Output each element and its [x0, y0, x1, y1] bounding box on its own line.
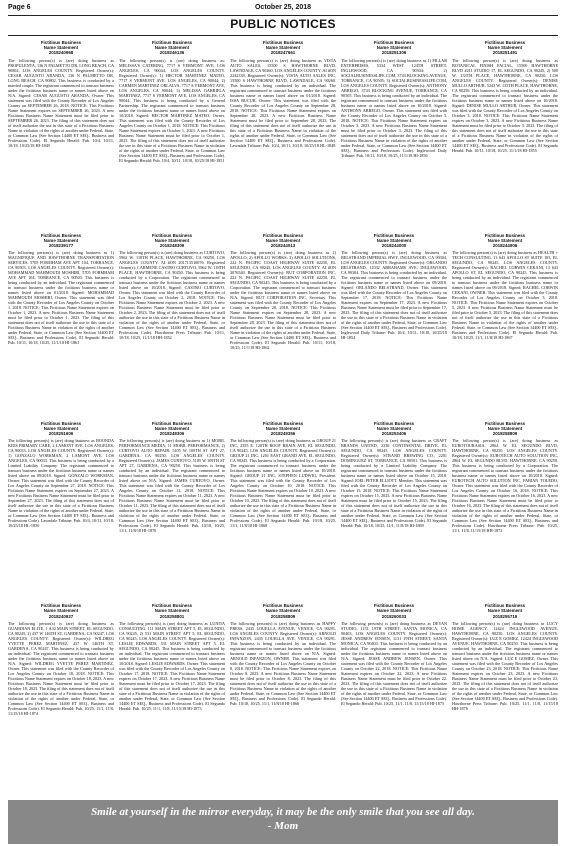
- notice-heading-line: 2018244013: [270, 243, 296, 249]
- notice-heading-line: Fictitious Business: [151, 603, 193, 609]
- title-rule: [8, 35, 558, 36]
- notice-block: [119, 421, 225, 596]
- notice-heading-line: Fictitious Business: [373, 40, 415, 45]
- quote-banner: [8, 800, 558, 844]
- notice-heading-line: Fictitious Business: [151, 40, 193, 45]
- notice-heading: [119, 421, 225, 437]
- notices-grid: [8, 40, 558, 778]
- notice-heading-line: 2018253406: [381, 430, 407, 436]
- notice-heading-line: Name Statement: [487, 425, 523, 431]
- notice-heading-line: 2018248306: [159, 430, 185, 436]
- notice-body: The following person(s) is (are) doing business as 1) MAGNIFIQUE AND HAWTHORNE TRANSPORTATION SERVICES, 5705 FORMHAM AVE APT 104, TORRANCE, CA 90503, LOS ANGELES COUNTY. Registered Owner(s): MOHAMMAD MAHMOUDI MOSHIRI, 5705 FORMHAM AVE APT 104, TORRANCE, CA 90503. This business is being conducted by an individual. The registrant commenced to transact business under the fictitious business name or names listed above on 01/2018. Signed: MOHAMMAD MAHMOUDI MOSHIRI, Owner. This statement was filed with the County Recorder of Los Angeles County on October 1, 2018. NOTICE: This Fictitious Name Statement expires on October 1, 2023. A new Fictitious Business Name Statement must be filed prior to October 1, 2023. The filing of this statement does not of itself authorize the use in this state of a Fictitious Business Name in violation of the rights of another under Federal, State, or Common Law (See Section 14400 ET SEQ., Business and Professions Code). El Segundo Herald: Pub. 10/11, 10/18, 10/25, 11/1/18 HI-1861: [8, 250, 114, 346]
- notice-block: [452, 233, 558, 413]
- header-rule: [8, 15, 558, 16]
- notice-heading: [230, 40, 336, 56]
- quote-author: - Mom: [267, 820, 299, 832]
- notice-heading-line: 2018249356: [270, 430, 296, 436]
- notice-block: [8, 421, 114, 596]
- notice-heading-line: Fictitious Business: [373, 232, 415, 238]
- notice-heading: [230, 421, 336, 437]
- notice-heading: [8, 40, 114, 56]
- notice-heading: [119, 233, 225, 249]
- notice-heading-line: Name Statement: [376, 608, 412, 614]
- notice-heading-line: 2018248309: [159, 243, 185, 249]
- notice-heading-line: Fictitious Business: [484, 420, 526, 426]
- notice-heading: [230, 233, 336, 249]
- notice-body: The following person(s) is (are) doing business as 1) PILLAR ENTERPRISES, 5334 WEST 124TH STREET, INGLEWOOD, CA 90304; 2) SOCIALBUSINESSLIFE.COM, 3743 BLOCKING AVENUE, TORRANCE, CA 90505; 3) SOCIALBUSINESSLIFE.COM, LOS ANGELES COUNTY. Registered Owner(s): ANTHONY ABREGO, 3743 BLOCKING AVENUE, TORRANCE, CA 90505. This business is being conducted by an individual. The registrant commenced to transact business under the fictitious business name or names listed above on 10/2018. Signed: ANTHONY ABREGO, Owner. This statement was filed with the County Recorder of Los Angeles County on October 3, 2018. NOTICE: This Fictitious Name Statement expires on October 3, 2023. A new Fictitious Business Name Statement must be filed prior to October 3, 2023. The filing of this statement does not of itself authorize the use in this state of a Fictitious Business Name in violation of the rights of another under Federal, State, or Common Law (See Section 14400 ET SEQ., Business and Professions Code). Inglewood Daily Tribune: Pub. 10/11, 10/18, 10/25, 11/1/18 HI-1856: [341, 57, 447, 158]
- notice-body: The following person(s) is (are) doing business as GROUP 21 INC, 2355 E. 120TH ROOF BRAIN AVE, EL SEGUNDO, CA 90245, LOS ANGELES COUNTY. Registered Owner(s): GROUP 21 INC, 1201 EAST GRAND AVE, EL SEGUNDO, CA 90245. This business is being conducted by a Corporation. The registrant commenced to transact business under the fictitious business name or names listed above on 10/2018. Signed: GROUP 21 INC, STEPHEN LUDWIG, President. This statement was filed with the County Recorder of Los Angeles County on October 10, 2018. NOTICE: This Fictitious Name Statement expires on October 10, 2023. A new Fictitious Business Name Statement must be filed prior to October 10, 2023. The filing of this statement does not of itself authorize the use in this state of a Fictitious Business Name in violation of the rights of another under Federal, State, or Common Law (See Section 14400 ET SEQ., Business and Professions Code). El Segundo Herald: Pub. 10/18, 10/25, 11/1, 11/8/18 HI-1868: [230, 438, 336, 529]
- notice-heading-line: 2018258809: [270, 613, 296, 619]
- section-title: PUBLIC NOTICES: [230, 17, 336, 31]
- notice-block: [8, 233, 114, 413]
- page-number: Page 6: [8, 4, 31, 11]
- notice-heading-line: 2018239177: [48, 243, 74, 249]
- notice-heading-line: Name Statement: [376, 237, 412, 243]
- notice-body: The following person(s) is (are) doing business as 1) MOBIL PERFORMANCE MEDIA, 11 MOBIL PERFORMANCE, 2) CURTOVO AUTO REPAIR, 5105 W 109TH ST APT 27, GARDENA, CA 90250, LOS ANGELES COUNTY. Registered Owner(s): JAMES CURTOVO, 5105 W 109TH ST APT 27, GARDENA, CA 90250. This business is being conducted by an individual. The registrant commenced to transact business under the fictitious business name or names listed above on N/A. Signed: JAMES CURTOVO, Owner. This statement was filed with the County Recorder of Los Angeles County on October 11, 2018. NOTICE: This Fictitious Name Statement expires on October 11, 2023. A new Fictitious Business Name Statement must be filed prior to October 11, 2023. The filing of this statement does not of itself authorize the use in this state of a Fictitious Business Name in violation of the rights of another under Federal, State, or Common Law (See Section 14400 ET SEQ., Business and Professions Code). El Segundo Herald: Pub. 10/18, 10/25, 11/1, 11/8/18 HI-1870: [119, 438, 225, 534]
- notice-heading-line: Name Statement: [154, 425, 190, 431]
- notice-heading-line: 2018251606: [48, 430, 74, 436]
- notice-heading: [452, 603, 558, 619]
- notice-heading-line: Name Statement: [43, 608, 79, 614]
- notice-heading-line: 2018240927: [48, 613, 74, 619]
- notice-body: The following person(s) is (are) doing business as BOTANICAL FINISH FACIAL, 15500 HAWTHORNE BLVD #211 STUDIO 17, EL SEGUNDO, CA 90245, 2) 500 W. 133TH PLACE, HAWTHORNE, CA 90250, LOS ANGELES COUNTY. Registered Owner(s): DENISE MULLO ARTHUR, 5243 W. 133TH PLACE, HAWTHORNE, CA 90250. This business is being conducted by an individual. The registrant commenced to transact business under the fictitious business name or names listed above on 10/2018. Signed: DENISE MULLO ARTHUR, Owner. This statement was filed with the County Recorder of Los Angeles County on October 3, 2018. NOTICE: This Fictitious Name Statement expires on October 3, 2023. A new Fictitious Business Name Statement must be filed prior to October 3, 2023. The filing of this statement does not of itself authorize the use in this state of a Fictitious Business Name in violation of the rights of another under Federal, State, or Common Law (See Section 14400 ET SEQ., Business and Professions Code). El Segundo Herald: Pub. 10/11, 10/18, 10/25, 11/1/18 HI-1855: [452, 57, 558, 153]
- notice-heading-line: 2018246136: [159, 50, 185, 56]
- notice-heading: [452, 40, 558, 56]
- notice-heading: [119, 40, 225, 56]
- notice-heading-line: Fictitious Business: [40, 603, 82, 609]
- notice-heading-line: Fictitious Business: [151, 232, 193, 238]
- notice-body: The following person(s) is (are) doing business as BELSTRAND IMPERIAL HWY, INGLEWOOD, CA 90304, LOS ANGELES COUNTY. Registered Owner(s): ORLANDO BELSTRAND, 11032 ABRAHAMS AVE, INGLEWOOD, CA 90304. This business is being conducted by an individual. The registrant commenced to transact business under the fictitious business name or names listed above on 09/2018. Signed: ORLANDO BELSTRAND, Owner. This statement was filed with the County Recorder of Los Angeles County on September 17, 2018. NOTICE: This Fictitious Name Statement expires on September 17, 2023. A new Fictitious Business Name Statement must be filed prior to September 17, 2023. The filing of this statement does not of itself authorize the use in this state of a Fictitious Business Name in violation of the rights of another under Federal, State, or Common Law (See Section 14400 ET SEQ., Business and Professions Code). Inglewood Daily Tribune: Pub. 10/4, 10/11, 10/18, 10/25/18 HI-1854: [341, 250, 447, 341]
- notice-block: [230, 233, 336, 413]
- notice-body: The following person(s) is (are) doing business as EUROTOURASIA, 2864 W. EL SEGUNDO BLVD, HAWTHORNE, CA 90250, LOS ANGELES COUNTY. Registered Owner(s): EUROTECH AUTO SOLUTION INC, 2864 W. EL SEGUNDO BLVD, HAWTHORNE, CA 90250. This business is being conducted by a Corporation. The registrant commenced to transact business under the fictitious business name or names listed above on 10/2018. Signed: EUROTECH AUTO SOLUTION INC, FABIAN TOLEDO, Owner. This statement was filed with the County Recorder of Los Angeles County on October 16, 2018. NOTICE: This Fictitious Name Statement expires on October 16, 2023. A new Fictitious Business Name Statement must be filed prior to October 16, 2023. The filing of this statement does not of itself authorize the use in this state of a Fictitious Business Name in violation of the rights of another under Federal, State, or Common Law (See Section 14400 ET SEQ., Business and Professions Code). Hawthorne Press Tribune: Pub. 10/25, 11/1, 11/8, 11/15/18 HH-1872: [452, 438, 558, 534]
- notice-block: [341, 421, 447, 596]
- notice-body: The following person(s) is (are) doing business as HAPPY PRESS, 2435 LOUELLA AVENUE, VENICE, CA 90291, LOS ANGELES COUNTY. Registered Owner(s): ARNOLD INFANZON, 2435 LOUELLA AVE, VENICE, CA 90291. This business is being conducted by an individual. The registrant commenced to transact business under the fictitious business name or names listed above on N/A. Signed: ARNOLD INFANZON, OWNER. This statement was filed with the County Recorder of Los Angeles County on October 8, 2018. NOTICE: This Fictitious Name Statement expires on October 8, 2023. A new Fictitious Business Name Statement must be filed prior to October 8, 2023. The filing of this statement does not of itself authorize the use in this state of a Fictitious Business Name in violation of the rights of another under Federal, State, or Common Law (See Section 14400 ET SEQ., Business and Professions Code). El Segundo Herald: Pub. 10/18, 10/25, 11/1, 11/8/18 HI-1866: [230, 620, 336, 706]
- notice-heading-line: Fictitious Business: [40, 40, 82, 45]
- notice-block: [119, 40, 225, 225]
- notice-heading: [8, 603, 114, 619]
- notice-heading-line: 2018240968: [48, 50, 74, 56]
- notice-heading-line: Name Statement: [487, 45, 523, 51]
- notice-body: The following person(s) is (are) doing business as 1) APOLLO; 2) APOLLO WORKS; 3) APOLLO SOLUTIONS, 222 N. PACIFIC COAST HIGHWAY SUITE #2250, EL SEGUNDO, CA 90245, LOS ANGELES COUNTY. AI #ON 3076540. Registered Owner(s): RUT CORPORATION INC, 222 N. PACIFIC COAST HIGHWAY SUITE #2250, EL SEGUNDO, CA 90245. This business is being conducted by a Corporation. The registrant commenced to transact business under the fictitious business name or names listed above on N/A. Signed: RUT CORPORATION INC, Secretary. This statement was filed with the County Recorder of Los Angeles County on September 28, 2018. NOTICE: This Fictitious Name Statement expires on September 28, 2023. A new Fictitious Business Name Statement must be filed prior to September 28, 2023. The filing of this statement does not of itself authorize the use in this state of a Fictitious Business Name in violation of the rights of another under Federal, State, or Common Law (See Section 14400 ET SEQ., Business and Professions Code). El Segundo Herald: Pub. 10/11, 10/18, 10/25, 11/1/18 HI-1862: [230, 250, 336, 351]
- notice-heading-line: Name Statement: [43, 425, 79, 431]
- notice-body: The following person(s) is (are) doing business as CRAFT BRANDS UNITED, 2330 CONTINENTAL DRIVE, EL SEGUNDO, CA 90245, LOS ANGELES COUNTY. Registered Owner(s): STRAND BREWING CO., 2201 DOMINGUEZ ST, TORRANCE, CA 90501. This business is being conducted by a Limited Liability Company. The registrant commenced to transact business under the fictitious business name or names listed above on October 15, 2018. Signed: JOEL PETER ELLIOTT, Member. This statement was filed with the County Recorder of Los Angeles County on October 15, 2018. NOTICE: This Fictitious Name Statement expires on October 15, 2023. A new Fictitious Business Name Statement must be filed prior to October 15, 2023. The filing of this statement does not of itself authorize the use in this state of a Fictitious Business Name in violation of the rights of another under Federal, State, or Common Law (See Section 14400 ET SEQ., Business and Professions Code). El Segundo Herald: Pub. 10/18, 10/25, 11/1, 11/8/18 HI-1869: [341, 438, 447, 529]
- notice-block: [8, 603, 114, 778]
- notice-heading-line: 2018258809: [492, 430, 518, 436]
- notice-heading-line: Fictitious Business: [262, 232, 304, 238]
- notice-heading: [8, 233, 114, 249]
- notice-heading: [341, 40, 447, 56]
- notice-block: [119, 603, 225, 778]
- notice-body: The following person(s) is (are) doing business as HEALTH + TECH CONSULTING, 13 643 APOLLO ST SUITE 103, EL SEGUNDO, CA 90245, LOS ANGELES COUNTY. Registered Owner(s): RACHEL CORWIN CEKANI, 13 643 APOLLO ST, EL SEGUNDO, CA 90245. This business is being conducted by an individual. The registrant commenced to transact business under the fictitious business name or names listed above on 09/2018. Signed: RACHEL CORWIN CEKANI, OWNER. This statement was filed with the County Recorder of Los Angeles County on October 5, 2018. NOTICE: This Fictitious Name Statement expires on October 5, 2023. A new Fictitious Business Name Statement must be filed prior to October 5, 2023. The filing of this statement does not of itself authorize the use in this state of a Fictitious Business Name in violation of the rights of another under Federal, State, or Common Law (See Section 14400 ET SEQ., Business and Professions Code). El Segundo Herald: Pub. 10/18, 10/25, 11/1, 11/8/18 HI-1867: [452, 250, 558, 341]
- notice-heading-line: Name Statement: [154, 237, 190, 243]
- notice-heading-line: Fictitious Business: [40, 420, 82, 426]
- notice-heading-line: 2018247661: [270, 50, 296, 56]
- notice-block: [8, 40, 114, 225]
- notice-block: [341, 233, 447, 413]
- notice-heading-line: Fictitious Business: [262, 40, 304, 45]
- notice-heading-line: Fictitious Business: [484, 40, 526, 45]
- notice-heading-line: Name Statement: [487, 237, 523, 243]
- notice-heading: [341, 603, 447, 619]
- notice-heading-line: Name Statement: [487, 608, 523, 614]
- notice-heading: [8, 421, 114, 437]
- notice-block: [452, 40, 558, 225]
- notice-heading-line: Fictitious Business: [373, 420, 415, 426]
- notice-heading-line: Name Statement: [265, 237, 301, 243]
- notice-heading-line: Name Statement: [154, 45, 190, 51]
- notice-block: [452, 603, 558, 778]
- notice-body: The following person(s) is (are) doing business as LUCY HOME AGENCY, 12424 INGLEWOOD AVENUE, HAWTHORNE, CA 90250, LOS ANGELES COUNTY. Registered Owner(s): LUZ E GOMEZ, 12424 INGLEWOOD AVENUE, HAWTHORNE, CA 90250. This business is being conducted by an individual. The registrant commenced to transact business under the fictitious business name or names listed above on N/A. Signed: LUZ E GOMEZ, Owner. This statement was filed with the County Recorder of Los Angeles County on October 23, 2018. NOTICE: This Fictitious Name Statement expires on October 23, 2023. A new Fictitious Business Name Statement must be filed prior to October 23, 2023. The filing of this statement does not of itself authorize the use in this state of a Fictitious Business Name in violation of the rights of another under Federal, State, or Common Law (See Section 14400 ET SEQ., Business and Professions Code). Hawthorne Press Tribune: Pub. 10/25, 11/1, 11/8, 11/15/18 HH-1876: [452, 620, 558, 711]
- notice-heading-line: Name Statement: [43, 45, 79, 51]
- notice-heading-line: Fictitious Business: [484, 603, 526, 609]
- notice-heading-line: Fictitious Business: [373, 603, 415, 609]
- notice-block: [119, 233, 225, 413]
- notice-heading-line: Fictitious Business: [484, 232, 526, 238]
- notice-block: [230, 40, 336, 225]
- notice-block: [230, 603, 336, 778]
- notice-block: [341, 603, 447, 778]
- notice-heading-line: Name Statement: [265, 45, 301, 51]
- notice-body: The following person(s) is (are) doing business as LUNITA CONSULTING, 111 MAIN STREET APT 5, EL SEGUNDO, CA 90245, 2) 531 MAIN STREET APT 5, EL SEGUNDO, CA 90245, LOS ANGELES COUNTY. Registered Owner(s): LESLIE EDWARDS, 531 MAIN STREET APT 5, EL SEGUNDO, CA 90245. This business is being conducted by an individual. The registrant commenced to transact business under the fictitious business name or names listed above on 10/2018. Signed: LESLIE EDWARDS, Owner. This statement was filed with the County Recorder of Los Angeles County on October 17, 2018. NOTICE: This Fictitious Name Statement expires on October 17, 2023. A new Fictitious Business Name Statement must be filed prior to October 17, 2023. The filing of this statement does not of itself authorize the use in this state of a Fictitious Business Name in violation of the rights of another under Federal, State, or Common Law (See Section 14400 ET SEQ., Business and Professions Code). El Segundo Herald: Pub. 10/25, 11/1, 11/8, 11/15/18 HI-1873: [119, 620, 225, 711]
- notice-heading-line: 2018251491: [492, 50, 518, 56]
- notice-heading-line: Name Statement: [376, 425, 412, 431]
- notice-heading-line: 2018255719: [492, 613, 518, 619]
- page-header: [8, 4, 558, 18]
- notice-body: The following person(s) is (are) doing business as: MELISSA'S CATERING, 7717 S VERMONT AVE, LOS ANGELES, CA 90044, LOS ANGELES COUNTY. Registered Owner(s): 1) HECTOR MARTINEZ MATEO, 7717 S VERMONT AVE, LOS ANGELES, CA 90044; 2) CARMEN MARTINEZ ORLALVA, 7717 S VERMONT AVE, LOS ANGELES, CA 90044; 3) MELISSA GABRIELA MARTINEZ, 7717 S VERMONT AVE, LOS ANGELES, CA 90044. This business is being conducted by a General Partnership. The registrant commenced to transact business under the fictitious business name or names listed above on 10/2018. Signed: HECTOR MARTINEZ MATEO, Owner. This statement was filed with the County Recorder of Los Angeles County on October 1, 2018. NOTICE: This Fictitious Name Statement expires on October 1, 2023. A new Fictitious Business Name Statement must be filed prior to October 1, 2023. The filing of this statement does not of itself authorize the use in this state of a Fictitious Business Name in violation of the rights of another under Federal, State, or Common Law (See Section 14400 ET SEQ., Business and Professions Code). El Segundo Herald: Pub. 10/4, 10/11, 10/18, 10/25/18 HI-1851: [119, 57, 225, 163]
- notice-heading: [119, 603, 225, 619]
- notice-heading-line: Name Statement: [376, 45, 412, 51]
- notice-heading-line: Fictitious Business: [262, 420, 304, 426]
- notice-heading: [452, 421, 558, 437]
- notice-heading-line: 2018244000: [381, 243, 407, 249]
- notice-body: The following person(s) is (are) doing business as PROPULENTA, 136 N PALMETTO DR, LONG BEACH, CA 90802, LOS ANGELES COUNTY. Registered Owner(s): CESAR AUGUSTO ARANDA, 136 N PALMETTO DR, LONG BEACH, CA 90802. This business is conducted by a married couple. The registrant commenced to transact business under the fictitious business name or names listed above on N/A. Signed: CESAR AUGUSTO ARANDA, Owner. This statement was filed with the County Recorder of Los Angeles County on SEPTEMBER 26, 2018. NOTICE: This Fictitious Name Statement expires on SEPTEMBER 26, 2023. A new Fictitious Business Name Statement must be filed prior to SEPTEMBER 26, 2023. The filing of this statement does not of itself authorize the use in this state of a Fictitious Business Name in violation of the rights of another under Federal, State, or Common Law (See Section 14400 ET SEQ., Business and Professions Code). El Segundo Herald: Pub. 10/4, 10/11, 10/18, 10/25/18 HI-1849: [8, 57, 114, 148]
- notice-heading-line: Name Statement: [265, 608, 301, 614]
- notice-heading-line: 2018258801: [159, 613, 185, 619]
- notice-body: The following person(s) is (are) doing business as CURTOVO, 5962 W. 118TH PLACE, HAWTHORNE, CA 90250, LOS ANGELES COUNTY. AI #ON 201713510076. Registered Owner(s): CARMENE CASTRO CURTOVO, 5962 W. 118TH PLACE, HAWTHORNE, CA 90250. This business is being conducted by a Corporation. The registrant commenced to transact business under the fictitious business name or names listed above on 10/2018. Signed: CASTRO CURTOVO, Owner. This statement was filed with the County Recorder of Los Angeles County on October 2, 2018. NOTICE: This Fictitious Name Statement expires on October 2, 2023. A new Fictitious Business Name Statement must be filed prior to October 2, 2023. The filing of this statement does not of itself authorize the use in this state of a Fictitious Business Name in violation of the rights of another under Federal, State, or Common Law (See Section 14400 ET SEQ., Business and Professions Code). Hawthorne Press Tribune: Pub. 10/11, 10/18, 10/25, 11/1/18 HH-1852: [119, 250, 225, 341]
- notice-block: [341, 40, 447, 225]
- notice-body: The following person(s) is (are) doing business as GUARDIAN ELITE, 1 A32 MAIN STREET, EL SEGUNDO, CA 90245, 2) 437 W 146TH ST, GARDENA, CA 90247, LOS ANGELES COUNTY. Registered Owner(s): WILDREG YVETTE PEREZ MARTINEZ, 437 W 146TH ST, GARDENA, CA 90247. This business is being conducted by an individual. The registrant commenced to transact business under the fictitious business name or names listed above on N/A. Signed: WILDREG YVETTE PEREZ MARTINEZ, Owner. This statement was filed with the County Recorder of Los Angeles County on October 18, 2018. NOTICE: This Fictitious Name Statement expires on October 18, 2023. A new Fictitious Business Name Statement must be filed prior to October 18, 2023. The filing of this statement does not of itself authorize the use in this state of a Fictitious Business Name in violation of the rights of another under Federal, State, or Common Law (See Section 14400 ET SEQ., Business and Professions Code). El Segundo Herald: Pub. 10/25, 11/1, 11/8, 11/15/18 HI-1874: [8, 620, 114, 716]
- issue-date: October 25, 2018: [254, 4, 312, 11]
- notice-body: The following person(s) is (are) doing business as VISTA AUTO SALES, 15500 S HAWTHORNE BLVD, LAWNDALE, CA 90260, LOS ANGELES COUNTY. AI #ON 2242339. Registered Owner(s): VISTA AUTO SALES INC, 15500 S HAWTHORNE BLVD, LAWNDALE, CA 90260. This business is being conducted by an individual. The registrant commenced to transact business under the fictitious business name or names listed above on 01/2018. Signed: ISSA BUCUR, Owner. This statement was filed with the County Recorder of Los Angeles County on September 28, 2018. NOTICE: This Fictitious Name Statement expires on September 28, 2023. A new Fictitious Business Name Statement must be filed prior to September 28, 2023. The filing of this statement does not of itself authorize the use in this state of a Fictitious Business Name in violation of the rights of another under Federal, State, or Common Law (See Section 14400 ET SEQ., Business and Professions Code). Lawndale Tribune: Pub. 10/4, 10/11, 10/18, 10/25/18 HL-1848: [230, 57, 336, 148]
- notice-heading-line: 2018244906: [492, 243, 518, 249]
- quote-text: Smile at yourself in the mirror everyday, it may be the only smile that you see all day.: [91, 806, 475, 818]
- notice-heading-line: 2018260033: [381, 613, 407, 619]
- notice-heading-line: Name Statement: [43, 237, 79, 243]
- notice-heading-line: Fictitious Business: [40, 232, 82, 238]
- notice-heading-line: 2018251306: [381, 50, 407, 56]
- notice-heading-line: Fictitious Business: [151, 420, 193, 426]
- notice-body: The following person(s) is (are) doing business as BOONDA KIDS PRIMARY CARE, 2 LAMONT AVE, LOS ANGELES, CA 90033, LOS ANGELES COUNTY. Registered Owner(s): 1) GONZALO WORKMAN, 2 LAMONT AVE, LOS ANGELES, CA 90033. This business is being conducted by a Limited Liability Company. The registrant commenced to transact business under the fictitious business name or names listed above on 09/2018. Signed: GONZALO WORKMAN, Owner. This statement was filed with the County Recorder of Los Angeles County on September 27, 2018. NOTICE: This Fictitious Name Statement expires on September 27, 2023. A new Fictitious Business Name Statement must be filed prior to September 27, 2023. The filing of this statement does not of itself authorize the use in this state of a Fictitious Business Name in violation of the rights of another under Federal, State, or Common Law (See Section 14400 ET SEQ., Business and Professions Code). Lawndale Tribune: Pub. 10/4, 10/11, 10/18, 10/25/18 HL-1850: [8, 438, 114, 529]
- notice-heading-line: Fictitious Business: [262, 603, 304, 609]
- notice-heading: [452, 233, 558, 249]
- notice-heading-line: Name Statement: [154, 608, 190, 614]
- notice-block: [452, 421, 558, 596]
- notice-block: [230, 421, 336, 596]
- notice-heading: [341, 233, 447, 249]
- notice-heading-line: Name Statement: [265, 425, 301, 431]
- notice-heading: [230, 603, 336, 619]
- notice-heading: [341, 421, 447, 437]
- notice-body: The following person(s) is (are) doing business as DEVAN STUDIO, 1131 19TH STREET, SANTA MONICA, CA 90403, LOS ANGELES COUNTY. Registered Owner(s): JESSE ANDREW JENSEN, 1131 19TH STREET, SANTA MONICA, CA 90403. This business is being conducted by an individual. The registrant commenced to transact business under the fictitious business name or names listed above on N/A. Signed: JESSE ANDREW JENSEN, Owner. This statement was filed with the County Recorder of Los Angeles County on October 22, 2018. NOTICE: This Fictitious Name Statement expires on October 22, 2023. A new Fictitious Business Name Statement must be filed prior to October 22, 2023. The filing of this statement does not of itself authorize the use in this state of a Fictitious Business Name in violation of the rights of another under Federal, State, or Common Law (See Section 14400 ET SEQ., Business and Professions Code). El Segundo Herald: Pub. 10/25, 11/1, 11/8, 11/15/18 HI-1875: [341, 620, 447, 706]
